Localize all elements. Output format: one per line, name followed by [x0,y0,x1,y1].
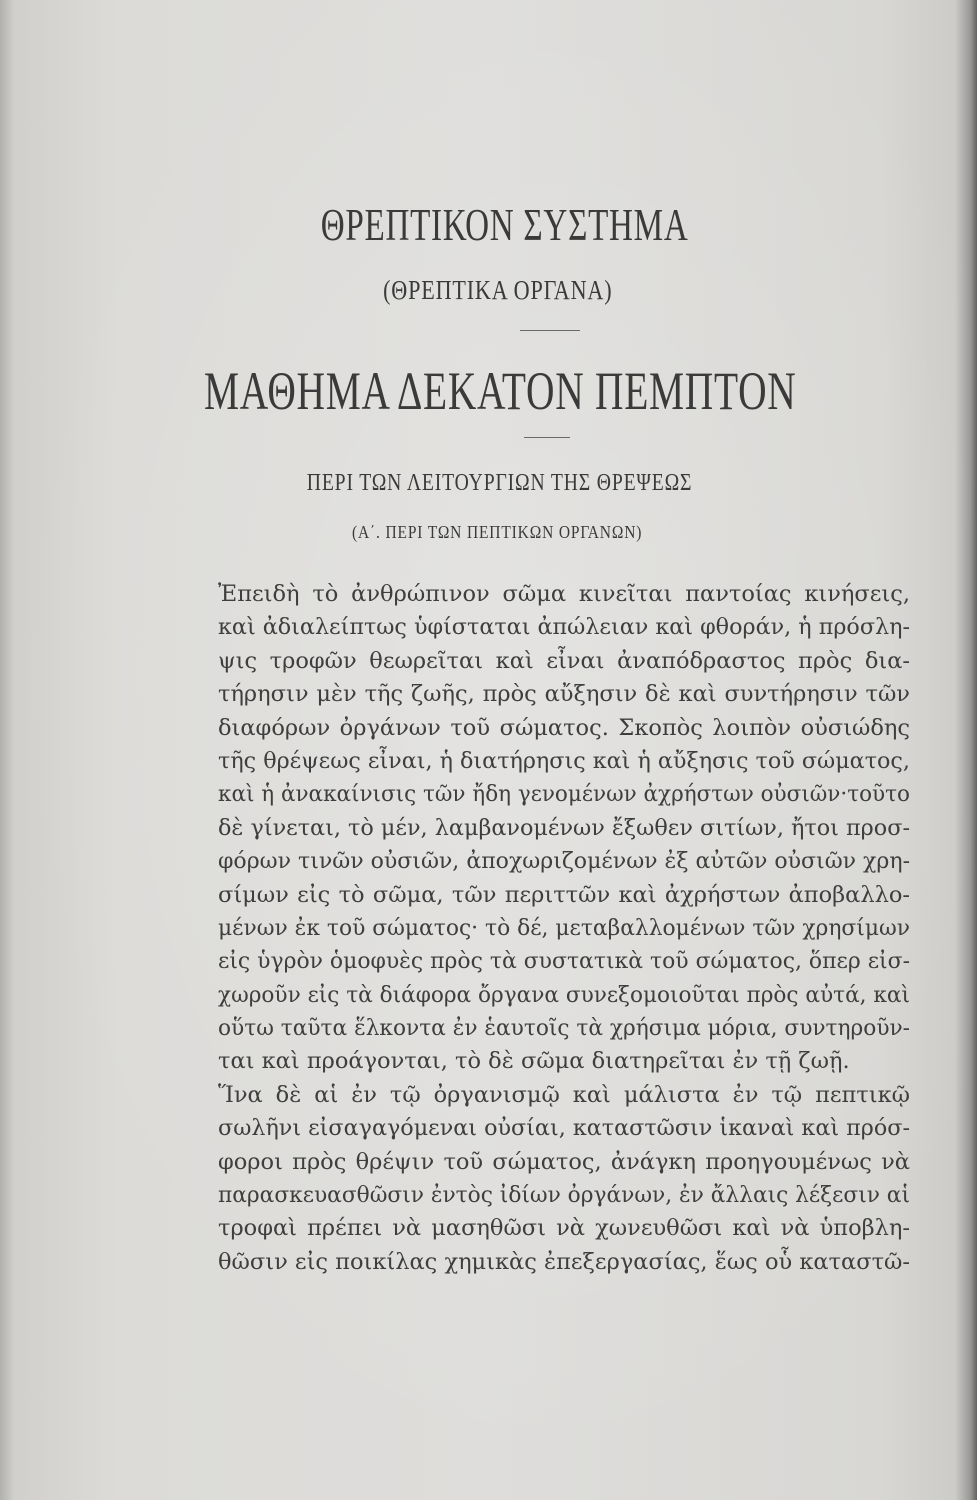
section-title: ΘΡΕΠΤΙΚΟΝ ΣΥΣΤΗΜΑ [320,199,689,250]
text-line: Ἐπειδὴ τὸ ἀνθρώπινον σῶμα κινεῖται παντοίας κινήσεις, [218,581,910,607]
text-line: φοροι πρὸς θρέψιν τοῦ σώματος, ἀνάγκη προηγουμένως νὰ [218,1148,910,1175]
text-line: μένων ἐκ τοῦ σώματος· τὸ δέ, μεταβαλλομένων τῶν χρησίμων [218,914,911,941]
lesson-title: ΜΑΘΗΜΑ ΔΕΚΑΤΟΝ ΠΕΜΠΤΟΝ [204,361,797,421]
text-line: οὕτω ταῦτα ἕλκοντα ἐν ἑαυτοῖς τὰ χρήσιμα μόρια, συντηροῦν- [218,1015,910,1042]
text-line: παρασκευασθῶσιν ἐντὸς ἰδίων ὀργάνων, ἐν ἄλλαις λέξεσιν αἱ [218,1182,910,1209]
text-line: τροφαὶ πρέπει νὰ μασηθῶσι νὰ χωνευθῶσι καὶ νὰ ὑποβλη- [218,1215,910,1242]
paragraph-1 [218,578,910,1079]
text-line: τήρησιν μὲν τῆς ζωῆς, πρὸς αὔξησιν δὲ καὶ συντήρησιν τῶν [218,681,910,708]
title-divider [520,330,580,331]
paragraph-2 [218,1079,910,1279]
text-line: δὲ γίνεται, τὸ μέν, λαμβανομένων ἔξωθεν σιτίων, ἤτοι προσ- [218,814,911,841]
text-line: Ἵνα δὲ αἱ ἐν τῷ ὀργανισμῷ καὶ μάλιστα ἐν τῷ πεπτικῷ [218,1081,910,1108]
text-line: ψις τροφῶν θεωρεῖται καὶ εἶναι ἀναπόδραστος πρὸς δια- [218,647,910,674]
text-line: φόρων τινῶν οὐσιῶν, ἀποχωριζομένων ἐξ αὐτῶν οὐσιῶν χρη- [218,848,911,875]
text-line: καὶ ἡ ἀνακαίνισις τῶν ἤδη γενομένων ἀχρήστων οὐσιῶν·τοῦτο [218,781,910,808]
lesson-divider [524,437,570,438]
part-heading: (Α΄. ΠΕΡΙ ΤΩΝ ΠΕΠΤΙΚΩΝ ΟΡΓΑΝΩΝ) [351,522,643,542]
body-text [218,578,910,1279]
topic-heading: ΠΕΡΙ ΤΩΝ ΛΕΙΤΟΥΡΓΙΩΝ ΤΗΣ ΘΡΕΨΕΩΣ [306,470,693,496]
text-line: σωλῆνι εἰσαγαγόμεναι οὐσίαι, καταστῶσιν ἱκαναὶ καὶ πρόσ- [218,1115,911,1142]
spine-shadow [955,0,977,1500]
text-line: θῶσιν εἰς ποικίλας χημικὰς ἐπεξεργασίας, ἕως οὗ καταστῶ- [218,1248,910,1275]
text-line: διαφόρων ὀργάνων τοῦ σώματος. Σκοπὸς λοιπὸν οὐσιώδης [218,714,910,741]
text-line: σίμων εἰς τὸ σῶμα, τῶν περιττῶν καὶ ἀχρήστων ἀποβαλλο- [218,881,910,908]
text-line: εἰς ὑγρὸν ὁμοφυὲς πρὸς τὰ συστατικὰ τοῦ σώματος, ὅπερ εἰσ- [218,948,910,975]
text-line: ται καὶ προάγονται, τὸ δὲ σῶμα διατηρεῖται ἐν τῇ ζωῇ. [218,1048,850,1075]
subsection-title: (ΘΡΕΠΤΙΚΑ ΟΡΓΑΝΑ) [383,275,613,305]
text-line: τῆς θρέψεως εἶναι, ἡ διατήρησις καὶ ἡ αὔξησις τοῦ σώματος, [218,747,910,774]
text-line: χωροῦν εἰς τὰ διάφορα ὄργανα συνεξομοιοῦται πρὸς αὐτά, καὶ [218,981,910,1008]
text-line: καὶ ἀδιαλείπτως ὑφίσταται ἀπώλειαν καὶ φθοράν, ἡ πρόσλη- [218,614,910,641]
page-edge-shadow [0,0,14,1500]
